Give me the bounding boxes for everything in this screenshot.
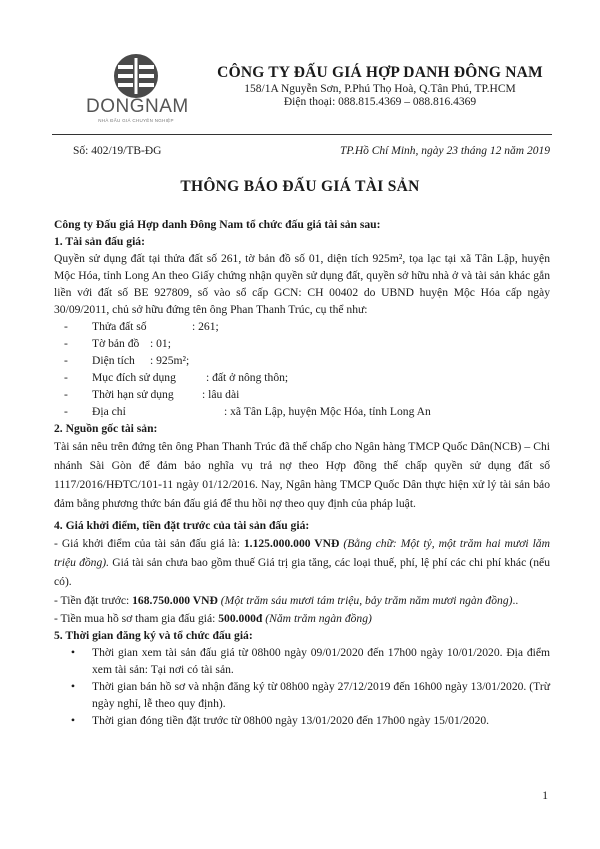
dossier-label: - Tiền mua hồ sơ tham gia đấu giá: <box>54 612 219 625</box>
detail-value: : 01; <box>150 337 171 350</box>
document-number: Số: 402/19/TB-ĐG <box>73 145 162 157</box>
detail-label: Thửa đất số <box>92 320 147 333</box>
start-price-value: 1.125.000.000 VNĐ <box>243 537 340 550</box>
document-body <box>54 216 550 729</box>
list-item: - Mục đích sử dụng : đất ở nông thôn; <box>64 371 289 384</box>
start-price-paragraph <box>54 534 550 591</box>
logo-tagline: NHÀ ĐẤU GIÁ CHUYÊN NGHIỆP <box>98 118 174 123</box>
schedule-text: Thời gian đóng tiền đặt trước từ 08h00 ngày 13/01/2020 đến 17h00 ngày 15/01/2020. <box>92 714 490 727</box>
company-info <box>210 64 550 108</box>
schedule-text: Thời gian bán hồ sơ và nhận đăng ký từ 08h00 ngày 27/12/2019 đến 16h00 ngày 13/01/2020. (Trừ ngày nghỉ, lễ theo quy định). <box>92 680 550 710</box>
schedule-text: Thời gian xem tài sản đấu giá từ 08h00 ngày 09/01/2020 đến 17h00 ngày 10/01/2020. Địa điểm xem tài sản: Tại nơi có tài sản. <box>92 646 550 676</box>
list-item: - Địa chỉ : xã Tân Lập, huyện Mộc Hóa, tỉnh Long An <box>64 405 431 418</box>
deposit-paragraph <box>54 591 550 610</box>
list-item: • Thời gian bán hồ sơ và nhận đăng ký từ 08h00 ngày 27/12/2019 đến 16h00 ngày 13/01/2020. (Trừ ngày nghỉ, lễ theo quy định). <box>70 679 550 710</box>
list-item: • Thời gian xem tài sản đấu giá từ 08h00 ngày 09/01/2020 đến 17h00 ngày 10/01/2020. Địa điểm xem tài sản: Tại nơi có tài sản. <box>70 645 550 676</box>
detail-value: : đất ở nông thôn; <box>206 371 289 384</box>
detail-value: : 261; <box>192 320 219 333</box>
document-title: THÔNG BÁO ĐẤU GIÁ TÀI SẢN <box>180 178 420 195</box>
dossier-paragraph <box>54 610 550 627</box>
intro-line: Công ty Đấu giá Hợp danh Đông Nam tổ chức đấu giá tài sản sau: <box>54 218 381 231</box>
list-item: - Thửa đất số : 261; <box>64 320 219 333</box>
detail-label: Mục đích sử dụng <box>92 371 176 384</box>
section2-text: Tài sản nêu trên đứng tên ông Phan Thanh Trúc đã thế chấp cho Ngân hàng TMCP Quốc Dân(NCB) – Chi nhánh Sài Gòn để đảm bảo nghĩa vụ trả nợ theo Hợp đồng thế chấp quyền sử dụng đất số 1117/2016/HĐTC/101-11 ngày 01/12/2016. Nay, Ngân hàng TMCP Quốc Dân thực hiện xử lý tài sản bảo đảm bằng phương thức bán đấu giá để thu hồi nợ theo quy định của pháp luật. <box>54 440 550 510</box>
list-item: - Thời hạn sử dụng : lâu dài <box>64 388 240 401</box>
section2-heading: 2. Nguồn gốc tài sản: <box>54 422 158 435</box>
detail-value: : 925m²; <box>150 354 190 367</box>
deposit-end: .. <box>512 594 519 607</box>
company-phone: Điện thoại: 088.815.4369 – 088.816.4369 <box>283 96 477 108</box>
detail-label: Tờ bản đồ <box>92 337 140 350</box>
section1-text: Quyền sử dụng đất tại thửa đất số 261, tờ bản đồ số 01, diện tích 925m², tọa lạc tại xã Tân Lập, huyện Mộc Hóa, tỉnh Long An theo Giấy chứng nhận quyền sử dụng đất, quyền sở hữu nhà ở và tài sản khác gắn liền với đất số BE 927809, số vào sổ cấp GCN: CH 00402 do UBND huyện Mộc Hóa cấp ngày 30/09/2011, chủ sở hữu đứng tên ông Phan Thanh Trúc, cụ thể như: <box>54 252 550 316</box>
detail-label: Địa chỉ <box>92 405 126 418</box>
detail-value: : xã Tân Lập, huyện Mộc Hóa, tỉnh Long An <box>224 405 431 418</box>
section5-heading: 5. Thời gian đăng ký và tổ chức đấu giá: <box>54 629 253 642</box>
start-price-label: - Giá khởi điểm của tài sản đấu giá là: <box>54 537 244 550</box>
detail-label: Thời hạn sử dụng <box>92 388 174 401</box>
section1-heading: 1. Tài sản đấu giá: <box>54 235 145 248</box>
section4-heading: 4. Giá khởi điểm, tiền đặt trước của tài sản đấu giá: <box>54 519 310 532</box>
start-price-words: (Bằng chữ: Một tỷ, một trăm hai mươi lăm triệu đồng). <box>54 537 550 569</box>
page-number: 1 <box>542 790 548 802</box>
list-item: • Thời gian đóng tiền đặt trước từ 08h00 ngày 13/01/2020 đến 17h00 ngày 15/01/2020. <box>54 712 550 729</box>
deposit-value: 168.750.000 VNĐ <box>132 594 218 607</box>
logo-wordmark: DONGNAM <box>86 96 189 117</box>
list-item: - Diện tích : 925m²; <box>64 354 190 367</box>
dossier-value: 500.000đ <box>218 612 263 625</box>
header-divider <box>52 134 552 135</box>
list-item: - Tờ bản đồ : 01; <box>64 337 171 350</box>
property-details-list <box>54 318 550 420</box>
company-address: 158/1A Nguyễn Sơn, P.Phú Thọ Hoà, Q.Tân Phú, TP.HCM <box>244 83 516 95</box>
dossier-words: (Năm trăm ngàn đồng) <box>262 612 372 625</box>
deposit-words: (Một trăm sáu mươi tám triệu, bảy trăm năm mươi ngàn đồng) <box>217 594 513 607</box>
detail-label: Diện tích <box>92 354 135 367</box>
start-price-note: Giá tài sản chưa bao gồm thuế Giá trị gia tăng, các loại thuế, phí, lệ phí các chi phí khác (nếu có). <box>54 556 550 588</box>
document-date: TP.Hồ Chí Minh, ngày 23 tháng 12 năm 2019 <box>340 145 550 157</box>
detail-value: : lâu dài <box>202 388 240 401</box>
company-name: CÔNG TY ĐẤU GIÁ HỢP DANH ĐÔNG NAM <box>217 64 543 81</box>
deposit-label: - Tiền đặt trước: <box>54 594 133 607</box>
